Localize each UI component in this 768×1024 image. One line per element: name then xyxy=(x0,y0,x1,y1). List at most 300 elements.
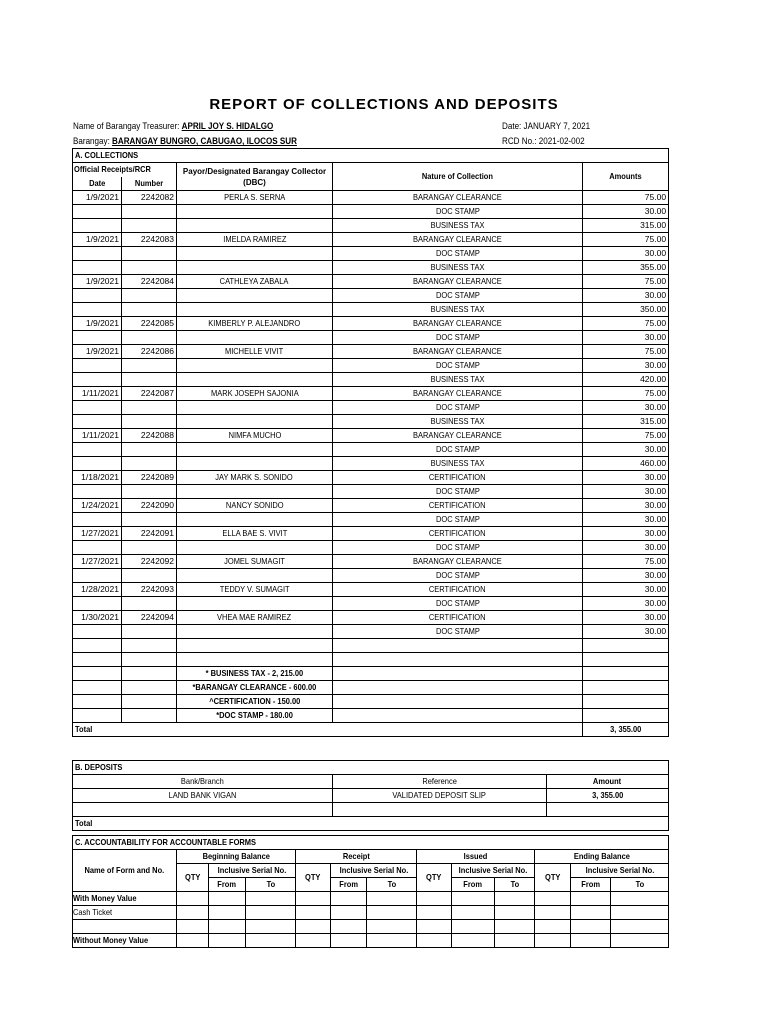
blank-cell xyxy=(611,920,669,934)
deposits-section-label: B. DEPOSITS xyxy=(73,761,669,775)
ending-qty-header: QTY xyxy=(535,864,571,892)
row-date: 1/27/2021 xyxy=(73,527,122,541)
collection-row xyxy=(73,611,669,625)
row-amount: 30.00 xyxy=(583,597,669,611)
row-nature: BARANGAY CLEARANCE xyxy=(333,275,583,289)
row-amount: 30.00 xyxy=(583,289,669,303)
row-payor xyxy=(177,443,333,457)
row-nature: CERTIFICATION xyxy=(333,527,583,541)
blank-cell xyxy=(122,695,177,709)
blank-cell xyxy=(122,653,177,667)
row-number: 2242087 xyxy=(122,387,177,401)
number-header: Number xyxy=(122,177,177,191)
row-amount: 30.00 xyxy=(583,541,669,555)
collection-row xyxy=(73,303,669,317)
deposit-amount: 3, 355.00 xyxy=(547,789,669,803)
accountability-section-label: C. ACCOUNTABILITY FOR ACCOUNTABLE FORMS xyxy=(73,836,669,850)
row-payor: JOMEL SUMAGIT xyxy=(177,555,333,569)
collections-table xyxy=(72,148,669,737)
blank-cell xyxy=(547,803,669,817)
cash-ticket-row xyxy=(73,906,669,920)
row-payor xyxy=(177,359,333,373)
date-line xyxy=(502,121,590,132)
row-number xyxy=(122,569,177,583)
row-payor xyxy=(177,625,333,639)
collections-total-value: 3, 355.00 xyxy=(583,723,669,737)
date-value: JANUARY 7, 2021 xyxy=(523,121,591,132)
barangay-value: BARANGAY BUNGRO, CABUGAO, ILOCOS SUR xyxy=(112,136,297,147)
row-date xyxy=(73,485,122,499)
blank-cell xyxy=(73,803,333,817)
row-nature: DOC STAMP xyxy=(333,569,583,583)
collection-row xyxy=(73,513,669,527)
summary-text: * BUSINESS TAX - 2, 215.00 xyxy=(177,667,333,681)
receipt-header: Receipt xyxy=(296,850,417,864)
row-amount: 460.00 xyxy=(583,457,669,471)
treasurer-label: Name of Barangay Treasurer: xyxy=(73,121,180,132)
beginning-balance-header: Beginning Balance xyxy=(177,850,296,864)
blank-cell xyxy=(177,653,333,667)
blank-cell xyxy=(333,653,583,667)
row-payor xyxy=(177,401,333,415)
row-nature: DOC STAMP xyxy=(333,625,583,639)
blank-cell xyxy=(535,920,571,934)
blank-cell xyxy=(333,639,583,653)
blank-row xyxy=(73,920,669,934)
row-payor xyxy=(177,415,333,429)
row-amount: 75.00 xyxy=(583,275,669,289)
row-nature: BUSINESS TAX xyxy=(333,261,583,275)
row-date: 1/30/2021 xyxy=(73,611,122,625)
row-number: 2242092 xyxy=(122,555,177,569)
row-nature: DOC STAMP xyxy=(333,401,583,415)
blank-cell xyxy=(209,892,246,906)
collection-row xyxy=(73,457,669,471)
row-amount: 30.00 xyxy=(583,205,669,219)
blank-cell xyxy=(122,681,177,695)
row-payor: NANCY SONIDO xyxy=(177,499,333,513)
summary-row xyxy=(73,667,669,681)
row-nature: DOC STAMP xyxy=(333,597,583,611)
row-amount: 355.00 xyxy=(583,261,669,275)
row-amount: 30.00 xyxy=(583,401,669,415)
blank-cell xyxy=(333,709,583,723)
collection-row xyxy=(73,443,669,457)
row-number xyxy=(122,289,177,303)
row-date xyxy=(73,457,122,471)
with-money-label: With Money Value xyxy=(73,892,177,906)
collection-row xyxy=(73,597,669,611)
blank-cell xyxy=(122,667,177,681)
blank-cell xyxy=(331,920,367,934)
blank-cell xyxy=(583,653,669,667)
row-nature: CERTIFICATION xyxy=(333,471,583,485)
date-label: Date: xyxy=(502,121,522,132)
row-amount: 75.00 xyxy=(583,191,669,205)
blank-cell xyxy=(296,906,331,920)
row-number: 2242082 xyxy=(122,191,177,205)
nature-header: Nature of Collection xyxy=(333,163,583,191)
deposits-table xyxy=(72,760,669,831)
row-payor xyxy=(177,541,333,555)
collection-row xyxy=(73,373,669,387)
beginning-inclusive-header: Inclusive Serial No. xyxy=(209,864,296,878)
collection-row xyxy=(73,471,669,485)
row-amount: 30.00 xyxy=(583,331,669,345)
row-nature: DOC STAMP xyxy=(333,513,583,527)
collection-row xyxy=(73,317,669,331)
blank-cell xyxy=(177,920,209,934)
row-date xyxy=(73,513,122,527)
row-nature: DOC STAMP xyxy=(333,359,583,373)
row-nature: BARANGAY CLEARANCE xyxy=(333,345,583,359)
row-number xyxy=(122,303,177,317)
issued-header: Issued xyxy=(417,850,535,864)
row-payor: TEDDY V. SUMAGIT xyxy=(177,583,333,597)
row-amount: 30.00 xyxy=(583,611,669,625)
blank-cell xyxy=(495,920,535,934)
row-nature: BARANGAY CLEARANCE xyxy=(333,387,583,401)
collection-row xyxy=(73,289,669,303)
beginning-to-header: To xyxy=(246,878,296,892)
row-payor xyxy=(177,457,333,471)
blank-cell xyxy=(452,934,495,948)
row-nature: DOC STAMP xyxy=(333,247,583,261)
deposit-reference: VALIDATED DEPOSIT SLIP xyxy=(333,789,547,803)
row-number: 2242089 xyxy=(122,471,177,485)
blank-cell xyxy=(583,639,669,653)
row-date xyxy=(73,569,122,583)
row-nature: DOC STAMP xyxy=(333,443,583,457)
row-number xyxy=(122,541,177,555)
row-amount: 315.00 xyxy=(583,219,669,233)
blank-cell xyxy=(296,892,331,906)
row-amount: 75.00 xyxy=(583,555,669,569)
row-date xyxy=(73,303,122,317)
receipt-from-header: From xyxy=(331,878,367,892)
row-date: 1/24/2021 xyxy=(73,499,122,513)
row-number xyxy=(122,597,177,611)
blank-cell xyxy=(571,906,611,920)
blank-cell xyxy=(73,653,122,667)
rcd-line xyxy=(502,136,585,147)
collection-row xyxy=(73,387,669,401)
deposit-row xyxy=(73,789,669,803)
blank-cell xyxy=(246,920,296,934)
row-number: 2242093 xyxy=(122,583,177,597)
ending-to-header: To xyxy=(611,878,669,892)
blank-cell xyxy=(495,934,535,948)
row-amount: 75.00 xyxy=(583,387,669,401)
collection-row xyxy=(73,499,669,513)
deposit-bank: LAND BANK VIGAN xyxy=(73,789,333,803)
row-payor xyxy=(177,513,333,527)
row-number: 2242084 xyxy=(122,275,177,289)
payor-header: Payor/Designated Barangay Collector (DBC) xyxy=(177,163,333,191)
row-number xyxy=(122,513,177,527)
row-nature: BARANGAY CLEARANCE xyxy=(333,317,583,331)
row-number xyxy=(122,457,177,471)
receipt-qty-header: QTY xyxy=(296,864,331,892)
collection-row xyxy=(73,359,669,373)
row-date: 1/9/2021 xyxy=(73,191,122,205)
collection-row xyxy=(73,569,669,583)
row-amount: 350.00 xyxy=(583,303,669,317)
summary-row xyxy=(73,709,669,723)
blank-cell xyxy=(73,681,122,695)
blank-cell xyxy=(331,934,367,948)
treasurer-line xyxy=(73,121,273,132)
row-amount: 30.00 xyxy=(583,471,669,485)
collection-row xyxy=(73,261,669,275)
row-number xyxy=(122,219,177,233)
blank-cell xyxy=(73,695,122,709)
row-nature: BUSINESS TAX xyxy=(333,415,583,429)
row-payor xyxy=(177,597,333,611)
row-nature: DOC STAMP xyxy=(333,289,583,303)
beginning-from-header: From xyxy=(209,878,246,892)
row-payor xyxy=(177,569,333,583)
row-nature: CERTIFICATION xyxy=(333,499,583,513)
collection-row xyxy=(73,541,669,555)
blank-cell xyxy=(417,920,452,934)
accountability-table xyxy=(72,835,669,948)
row-amount: 30.00 xyxy=(583,625,669,639)
summary-text: *DOC STAMP - 180.00 xyxy=(177,709,333,723)
issued-to-header: To xyxy=(495,878,535,892)
row-date xyxy=(73,625,122,639)
row-payor: MARK JOSEPH SAJONIA xyxy=(177,387,333,401)
collection-row xyxy=(73,625,669,639)
blank-cell xyxy=(177,934,209,948)
collection-row xyxy=(73,233,669,247)
collection-row xyxy=(73,219,669,233)
row-date: 1/9/2021 xyxy=(73,317,122,331)
blank-row xyxy=(73,639,669,653)
row-nature: CERTIFICATION xyxy=(333,611,583,625)
collection-row xyxy=(73,247,669,261)
row-payor xyxy=(177,219,333,233)
blank-cell xyxy=(209,920,246,934)
receipt-to-header: To xyxy=(367,878,417,892)
row-amount: 30.00 xyxy=(583,247,669,261)
collection-row xyxy=(73,583,669,597)
row-date: 1/9/2021 xyxy=(73,233,122,247)
collection-row xyxy=(73,429,669,443)
blank-cell xyxy=(296,920,331,934)
row-amount: 30.00 xyxy=(583,583,669,597)
row-amount: 420.00 xyxy=(583,373,669,387)
blank-cell xyxy=(122,639,177,653)
blank-cell xyxy=(583,667,669,681)
issued-inclusive-header: Inclusive Serial No. xyxy=(452,864,535,878)
row-amount: 75.00 xyxy=(583,317,669,331)
receipt-inclusive-header: Inclusive Serial No. xyxy=(331,864,417,878)
collection-row xyxy=(73,527,669,541)
bank-header: Bank/Branch xyxy=(73,775,333,789)
row-date xyxy=(73,597,122,611)
row-payor xyxy=(177,331,333,345)
blank-cell xyxy=(571,934,611,948)
report-title: REPORT OF COLLECTIONS AND DEPOSITS xyxy=(209,96,559,113)
blank-cell xyxy=(73,639,122,653)
blank-cell xyxy=(333,695,583,709)
row-date: 1/18/2021 xyxy=(73,471,122,485)
row-number xyxy=(122,415,177,429)
collection-row xyxy=(73,275,669,289)
barangay-line xyxy=(73,136,297,147)
row-number xyxy=(122,247,177,261)
blank-cell xyxy=(333,667,583,681)
blank-cell xyxy=(177,906,209,920)
summary-text: *BARANGAY CLEARANCE - 600.00 xyxy=(177,681,333,695)
row-amount: 75.00 xyxy=(583,429,669,443)
collection-row xyxy=(73,485,669,499)
summary-row xyxy=(73,695,669,709)
row-payor xyxy=(177,485,333,499)
ending-inclusive-header: Inclusive Serial No. xyxy=(571,864,669,878)
row-number: 2242090 xyxy=(122,499,177,513)
row-date xyxy=(73,541,122,555)
row-nature: BUSINESS TAX xyxy=(333,457,583,471)
date-header: Date xyxy=(73,177,122,191)
row-date xyxy=(73,261,122,275)
blank-cell xyxy=(583,709,669,723)
collection-row xyxy=(73,555,669,569)
blank-row xyxy=(73,803,669,817)
row-amount: 30.00 xyxy=(583,527,669,541)
row-nature: BARANGAY CLEARANCE xyxy=(333,191,583,205)
row-amount: 315.00 xyxy=(583,415,669,429)
issued-from-header: From xyxy=(452,878,495,892)
blank-cell xyxy=(571,892,611,906)
blank-cell xyxy=(535,906,571,920)
row-date xyxy=(73,359,122,373)
row-payor: PERLA S. SERNA xyxy=(177,191,333,205)
row-number: 2242083 xyxy=(122,233,177,247)
blank-cell xyxy=(583,681,669,695)
row-payor xyxy=(177,303,333,317)
row-payor xyxy=(177,289,333,303)
row-number: 2242085 xyxy=(122,317,177,331)
collection-row xyxy=(73,191,669,205)
blank-cell xyxy=(296,934,331,948)
row-number: 2242094 xyxy=(122,611,177,625)
blank-cell xyxy=(495,906,535,920)
row-amount: 30.00 xyxy=(583,499,669,513)
collections-total-label: Total xyxy=(73,723,583,737)
row-date: 1/11/2021 xyxy=(73,429,122,443)
row-number: 2242086 xyxy=(122,345,177,359)
blank-cell xyxy=(452,920,495,934)
blank-cell xyxy=(571,920,611,934)
blank-cell xyxy=(177,639,333,653)
row-payor: NIMFA MUCHO xyxy=(177,429,333,443)
blank-cell xyxy=(122,709,177,723)
row-payor xyxy=(177,247,333,261)
row-nature: CERTIFICATION xyxy=(333,583,583,597)
ending-balance-header: Ending Balance xyxy=(535,850,669,864)
blank-cell xyxy=(417,934,452,948)
row-payor: IMELDA RAMIREZ xyxy=(177,233,333,247)
blank-cell xyxy=(452,892,495,906)
row-nature: DOC STAMP xyxy=(333,541,583,555)
blank-cell xyxy=(417,892,452,906)
row-nature: DOC STAMP xyxy=(333,205,583,219)
row-amount: 30.00 xyxy=(583,569,669,583)
blank-cell xyxy=(209,934,246,948)
blank-cell xyxy=(535,934,571,948)
row-amount: 30.00 xyxy=(583,443,669,457)
row-date xyxy=(73,373,122,387)
collection-row xyxy=(73,345,669,359)
row-amount: 30.00 xyxy=(583,485,669,499)
row-number: 2242088 xyxy=(122,429,177,443)
blank-cell xyxy=(611,934,669,948)
row-nature: BUSINESS TAX xyxy=(333,303,583,317)
row-number xyxy=(122,373,177,387)
blank-cell xyxy=(367,892,417,906)
blank-cell xyxy=(73,920,177,934)
row-number xyxy=(122,625,177,639)
row-date xyxy=(73,401,122,415)
collections-total-row xyxy=(73,723,669,737)
row-nature: DOC STAMP xyxy=(333,485,583,499)
ending-from-header: From xyxy=(571,878,611,892)
row-date: 1/11/2021 xyxy=(73,387,122,401)
row-nature: BUSINESS TAX xyxy=(333,373,583,387)
amounts-header: Amounts xyxy=(583,163,669,191)
issued-qty-header: QTY xyxy=(417,864,452,892)
collections-section-label: A. COLLECTIONS xyxy=(73,149,669,163)
blank-cell xyxy=(367,920,417,934)
row-payor: JAY MARK S. SONIDO xyxy=(177,471,333,485)
blank-cell xyxy=(331,892,367,906)
row-payor: CATHLEYA ZABALA xyxy=(177,275,333,289)
row-date: 1/27/2021 xyxy=(73,555,122,569)
summary-text: ^CERTIFICATION - 150.00 xyxy=(177,695,333,709)
with-money-row xyxy=(73,892,669,906)
row-number xyxy=(122,401,177,415)
blank-cell xyxy=(583,695,669,709)
row-date: 1/28/2021 xyxy=(73,583,122,597)
rcd-label: RCD No.: xyxy=(502,136,537,147)
blank-cell xyxy=(246,892,296,906)
barangay-label: Barangay: xyxy=(73,136,110,147)
blank-cell xyxy=(452,906,495,920)
cash-ticket-label: Cash Ticket xyxy=(73,906,177,920)
row-date xyxy=(73,205,122,219)
blank-cell xyxy=(535,892,571,906)
row-number xyxy=(122,261,177,275)
collection-row xyxy=(73,205,669,219)
without-money-row xyxy=(73,934,669,948)
blank-row xyxy=(73,653,669,667)
row-nature: BARANGAY CLEARANCE xyxy=(333,233,583,247)
row-number xyxy=(122,485,177,499)
row-payor xyxy=(177,261,333,275)
row-number xyxy=(122,359,177,373)
blank-cell xyxy=(611,906,669,920)
row-nature: BARANGAY CLEARANCE xyxy=(333,429,583,443)
blank-cell xyxy=(367,934,417,948)
form-name-header: Name of Form and No. xyxy=(73,850,177,892)
summary-row xyxy=(73,681,669,695)
row-date xyxy=(73,415,122,429)
row-number xyxy=(122,443,177,457)
collection-row xyxy=(73,331,669,345)
blank-cell xyxy=(331,906,367,920)
